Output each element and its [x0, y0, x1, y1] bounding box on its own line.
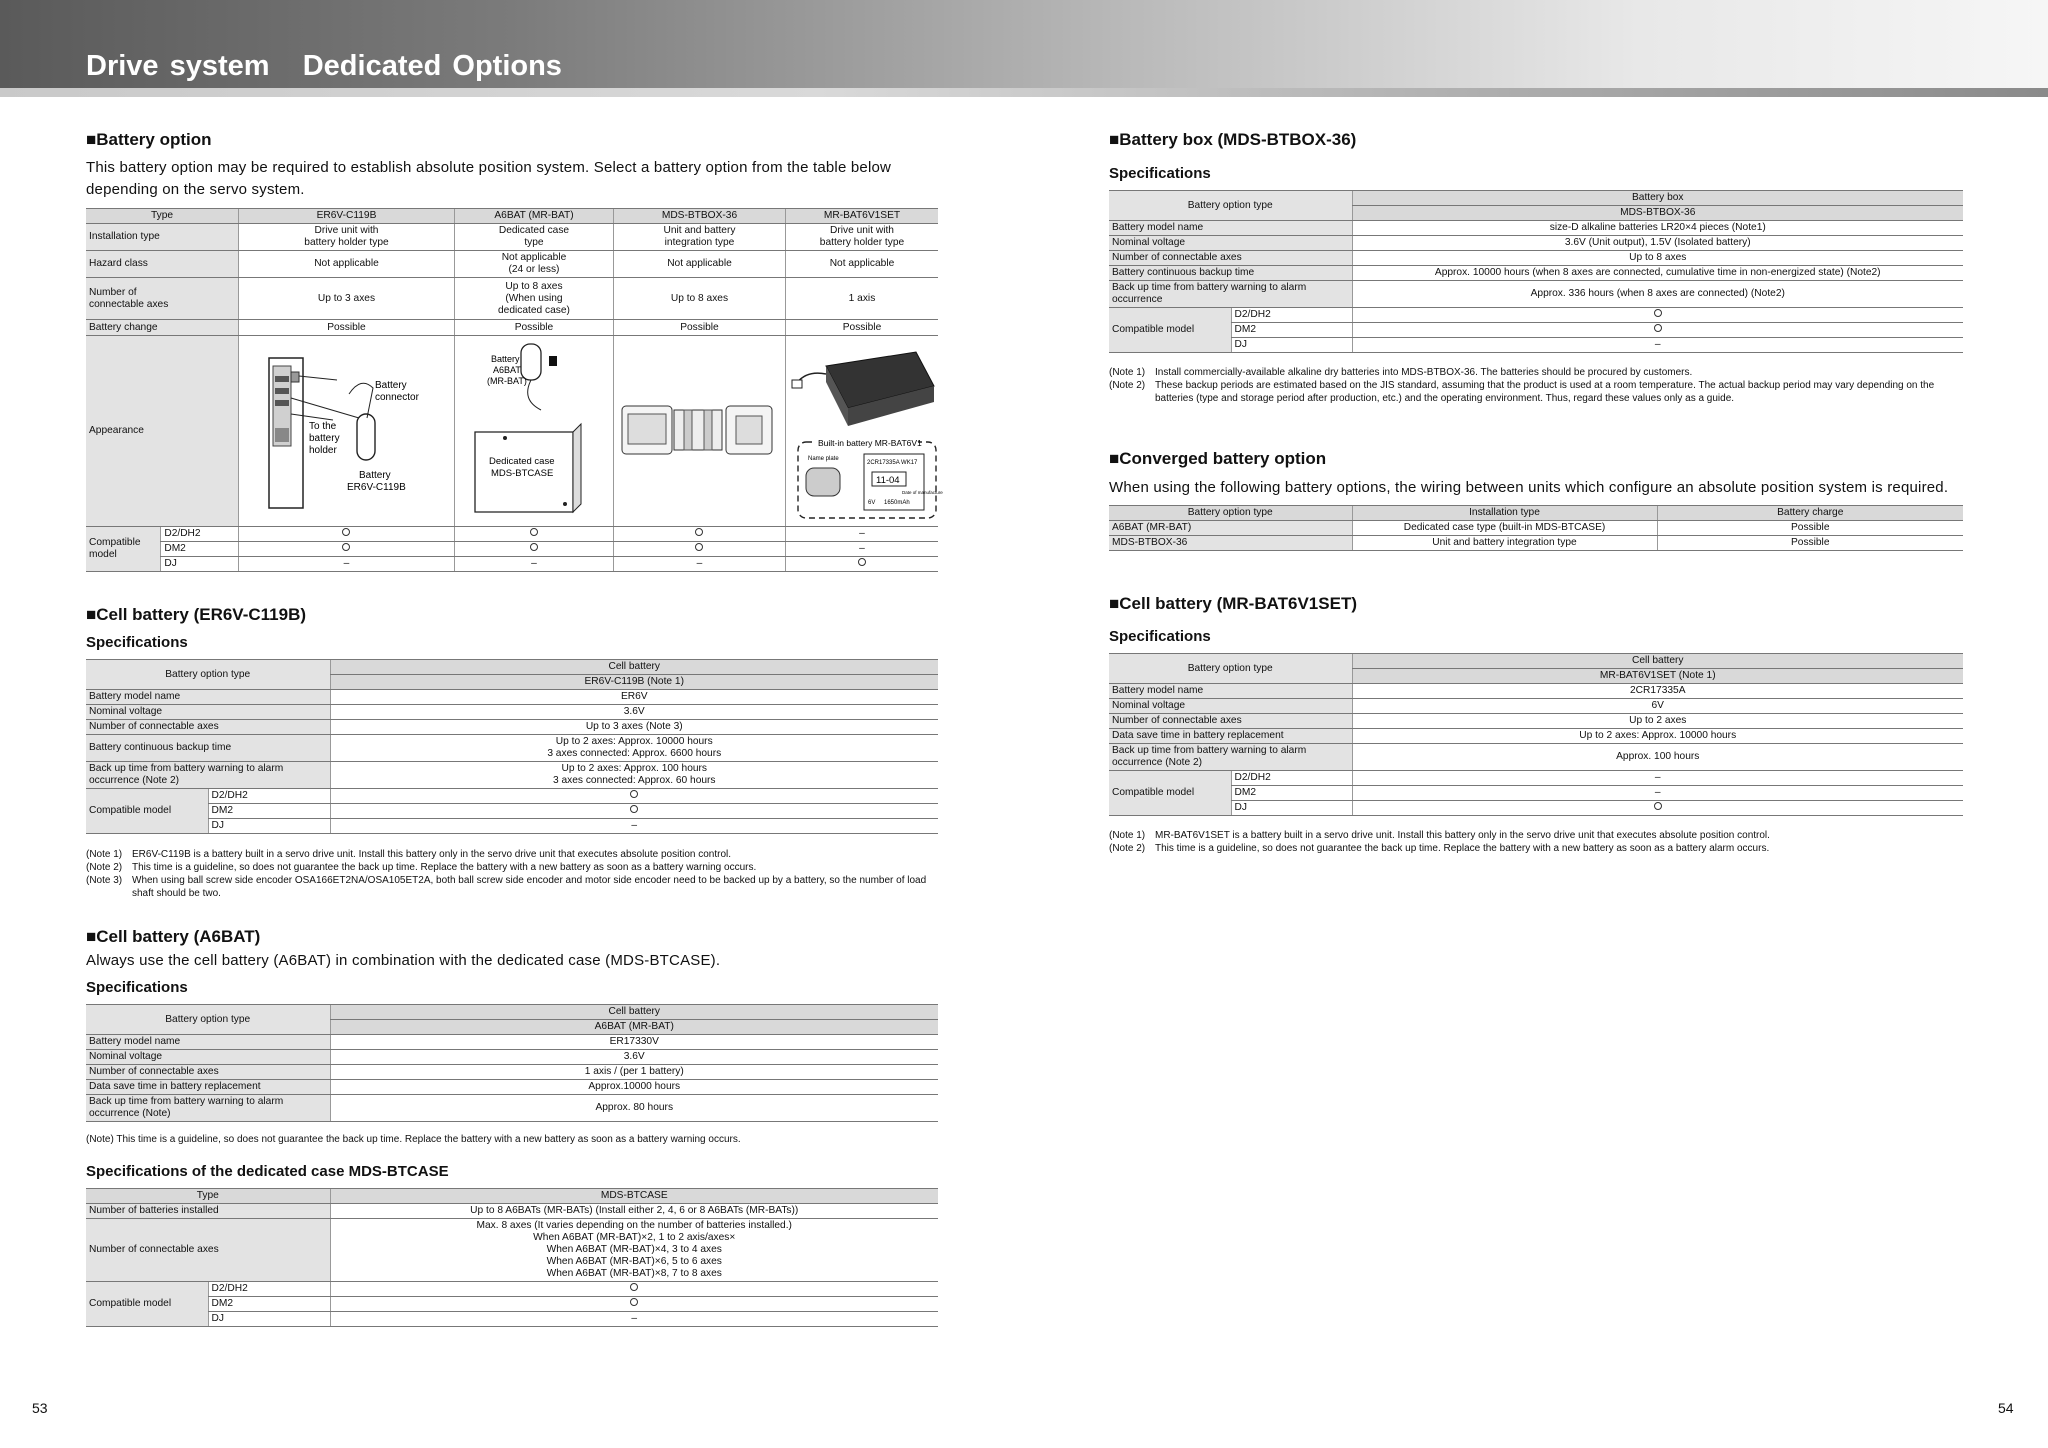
- note-line: [86, 848, 938, 861]
- table-row: [86, 1065, 938, 1080]
- conv-col: Battery option type: [1109, 506, 1352, 521]
- appearance-btbox: [613, 336, 785, 527]
- header-1: Cell battery: [330, 1005, 938, 1020]
- compat-cell: [238, 542, 454, 557]
- btbox-table: [1109, 190, 1963, 353]
- mrbat-table: [1109, 653, 1963, 816]
- cell-a6bat-note: (Note) This time is a guideline, so does not guarantee the back up time. Replace the battery with a new battery as soon as a battery warning occurs.: [86, 1134, 741, 1145]
- cell: Unit and battery integration type: [613, 224, 785, 251]
- converged-intro: When using the following battery options, the wiring between units which configure an absolute position system is required.: [1109, 479, 1949, 496]
- converged-heading: ■Converged battery option: [1109, 449, 1327, 468]
- table-row: [1109, 786, 1963, 801]
- page-number-right: 54: [1998, 1400, 2014, 1416]
- cell-er6v-table: [86, 659, 938, 834]
- circle-mark: [695, 543, 703, 551]
- table-row: [1109, 684, 1963, 699]
- row-label: Number of connectable axes: [1109, 714, 1352, 729]
- cell: Not applicable: [238, 251, 454, 278]
- circle-mark: [342, 543, 350, 551]
- cell: Drive unit with battery holder type: [785, 224, 938, 251]
- note-text: When using ball screw side encoder OSA166ET2NA/OSA105ET2A, both ball screw side encoder and motor side encoder need to be backed up by a battery, so the number of load shaft should be two.: [132, 875, 927, 899]
- table-row: [86, 819, 938, 834]
- table-row: [86, 1282, 938, 1297]
- battery-option-heading: ■Battery option: [86, 130, 212, 149]
- circle-mark: [530, 528, 538, 536]
- row-label: Installation type: [86, 224, 238, 251]
- circle-mark: [630, 790, 638, 798]
- row-value: Approx. 336 hours (when 8 axes are connected) (Note2): [1352, 281, 1963, 308]
- col-btbox: MDS-BTBOX-36: [613, 209, 785, 224]
- table-row: [86, 762, 938, 789]
- cell: Possible: [785, 320, 938, 336]
- circle-mark: [1654, 802, 1662, 810]
- table-row: [86, 1204, 938, 1219]
- row-label: Battery change: [86, 320, 238, 336]
- compat-cell: [785, 557, 938, 572]
- compat-cell: –: [454, 557, 613, 572]
- table-row: [1109, 744, 1963, 771]
- cell-er6v-heading: ■Cell battery (ER6V-C119B): [86, 605, 307, 624]
- appearance-er6v: [238, 336, 454, 527]
- compat-cell: [238, 527, 454, 542]
- conv-cell: MDS-BTBOX-36: [1109, 536, 1352, 551]
- circle-mark: [630, 1298, 638, 1306]
- cell-er6v-notes: [86, 848, 938, 900]
- table-row: [1109, 536, 1963, 551]
- row-value: Approx. 80 hours: [330, 1095, 938, 1122]
- table-row: [1109, 251, 1963, 266]
- compat-cell: [330, 789, 938, 804]
- row-value: Approx. 100 hours: [1352, 744, 1963, 771]
- note-tag: (Note 1): [1109, 830, 1146, 841]
- table-row: [86, 278, 938, 320]
- table-row: [86, 527, 938, 542]
- table-row: [86, 1050, 938, 1065]
- cell: Possible: [238, 320, 454, 336]
- label-btcase-1: Dedicated case: [488, 456, 555, 467]
- conv-cell: Possible: [1657, 536, 1963, 551]
- compat-label: Compatible model: [86, 1282, 208, 1327]
- compat-cell: [1352, 308, 1963, 323]
- label-battery-connector-1: Battery: [374, 380, 407, 391]
- conv-cell: A6BAT (MR-BAT): [1109, 521, 1352, 536]
- cell-a6bat-table: [86, 1004, 938, 1122]
- mrbat-illustration: [786, 336, 943, 522]
- table-row: [86, 1219, 938, 1282]
- compat-cell: –: [1352, 786, 1963, 801]
- row-value: ER17330V: [330, 1035, 938, 1050]
- compat-cell: –: [1352, 771, 1963, 786]
- row-label: Battery model name: [1109, 684, 1352, 699]
- row-value: Max. 8 axes (It varies depending on the number of batteries installed.) When A6BAT (MR-BAT)×2, 1 to 2 axis/axes× When A6BAT (MR-BAT)×4, 3 to 4 axes When A6BAT (MR-BAT)×6, 5 to 6 axes When A6BAT (MR-BAT)×8, 7 to 8 axes: [330, 1219, 938, 1282]
- table-row: [1109, 191, 1963, 206]
- row-label: Number of connectable axes: [1109, 251, 1352, 266]
- appearance-mrbat: [785, 336, 943, 527]
- compat-model: DM2: [1231, 323, 1352, 338]
- appearance-label: Appearance: [86, 336, 238, 527]
- table-row: [86, 224, 938, 251]
- table-row: [86, 1312, 938, 1327]
- table-row: [86, 1095, 938, 1122]
- note-tag: (Note 1): [1109, 367, 1146, 378]
- row-value: Up to 8 A6BATs (MR-BATs) (Install either 2, 4, 6 or 8 A6BATs (MR-BATs)): [330, 1204, 938, 1219]
- row-value: Up to 2 axes: Approx. 10000 hours 3 axes connected: Approx. 6600 hours: [330, 735, 938, 762]
- converged-table: [1109, 505, 1963, 551]
- table-row: [86, 251, 938, 278]
- header-1: Cell battery: [1352, 654, 1963, 669]
- table-row: [86, 690, 938, 705]
- btbox-heading: ■Battery box (MDS-BTBOX-36): [1109, 130, 1357, 149]
- compat-cell: [1352, 801, 1963, 816]
- label-to-holder-2: battery: [308, 433, 340, 444]
- header-1: Cell battery: [330, 660, 938, 675]
- cell: 1 axis: [785, 278, 938, 320]
- row-value: size-D alkaline batteries LR20×4 pieces (Note1): [1352, 221, 1963, 236]
- circle-mark: [530, 543, 538, 551]
- note-text: MR-BAT6V1SET is a battery built in a servo drive unit. Install this battery only in the servo drive unit that executes absolute position control.: [1155, 830, 1770, 841]
- cell: Up to 8 axes: [613, 278, 785, 320]
- compat-model: DM2: [1231, 786, 1352, 801]
- compat-model: DM2: [208, 804, 330, 819]
- circle-mark: [1654, 324, 1662, 332]
- header: MDS-BTCASE: [330, 1189, 938, 1204]
- row-label: Battery model name: [86, 1035, 330, 1050]
- header-strip: [0, 88, 2048, 97]
- table-row: [1109, 281, 1963, 308]
- label-battery-er6v-2: ER6V-C119B: [346, 482, 406, 493]
- note-line: [1109, 379, 1963, 405]
- row-label: Battery continuous backup time: [1109, 266, 1352, 281]
- header-2: MR-BAT6V1SET (Note 1): [1352, 669, 1963, 684]
- table-row: [1109, 521, 1963, 536]
- row-label: Data save time in battery replacement: [1109, 729, 1352, 744]
- row-label: Number of connectable axes: [86, 1065, 330, 1080]
- table-row: [86, 1189, 938, 1204]
- note-tag: (Note 3): [86, 875, 123, 886]
- compat-model: D2/DH2: [208, 789, 330, 804]
- a6bat-illustration: [455, 336, 613, 522]
- note-tag: (Note 2): [86, 862, 123, 873]
- table-row: [86, 1080, 938, 1095]
- table-row: [86, 542, 938, 557]
- table-row: [1109, 654, 1963, 669]
- label-plate-v: 6V: [867, 500, 876, 506]
- table-row: [86, 1035, 938, 1050]
- cell-a6bat-spec: Specifications: [86, 979, 188, 996]
- table-row: [86, 1297, 938, 1312]
- btbox-illustration: [614, 336, 785, 522]
- compat-model: DM2: [208, 1297, 330, 1312]
- compat-model: D2/DH2: [161, 527, 239, 542]
- label-battery-connector-2: connector: [374, 392, 419, 403]
- compat-cell: –: [785, 542, 938, 557]
- cell-er6v-spec: Specifications: [86, 634, 188, 651]
- note-text: ER6V-C119B is a battery built in a servo drive unit. Install this battery only in the servo drive unit that executes absolute position control.: [132, 849, 732, 860]
- table-row: [86, 804, 938, 819]
- compat-cell: [330, 1297, 938, 1312]
- row-label: Hazard class: [86, 251, 238, 278]
- compat-cell: [613, 542, 785, 557]
- row-label: Number of batteries installed: [86, 1204, 330, 1219]
- row-value: Approx.10000 hours: [330, 1080, 938, 1095]
- note-line: [1109, 829, 1963, 842]
- note-line: [1109, 366, 1963, 379]
- row-value: Up to 8 axes: [1352, 251, 1963, 266]
- row-label: Back up time from battery warning to alarm occurrence (Note): [86, 1095, 330, 1122]
- label-a6bat-2: A6BAT: [492, 365, 521, 375]
- circle-mark: [342, 528, 350, 536]
- cell: Up to 8 axes (When using dedicated case): [454, 278, 613, 320]
- compat-cell: [330, 804, 938, 819]
- label-plate-code: 2CR17335A WK17: [866, 460, 918, 466]
- label-a6bat-1: Battery: [490, 354, 520, 364]
- compat-cell: –: [238, 557, 454, 572]
- cell: Drive unit with battery holder type: [238, 224, 454, 251]
- label-plate-date: 11-04: [875, 475, 900, 486]
- label-battery-er6v-1: Battery: [358, 470, 391, 481]
- row-label: Nominal voltage: [86, 705, 330, 720]
- conv-col: Battery charge: [1657, 506, 1963, 521]
- col-mrbat: MR-BAT6V1SET: [785, 209, 938, 224]
- er6v-illustration: [239, 336, 454, 522]
- table-row: [1109, 699, 1963, 714]
- row-label: Back up time from battery warning to alarm occurrence (Note 2): [1109, 744, 1352, 771]
- compat-model: D2/DH2: [1231, 771, 1352, 786]
- cell: Up to 3 axes: [238, 278, 454, 320]
- cell: Dedicated case type: [454, 224, 613, 251]
- table-row: [86, 320, 938, 336]
- label-date-of: Date of manufacture: [901, 490, 943, 495]
- compat-model: DJ: [1231, 338, 1352, 353]
- circle-mark: [695, 528, 703, 536]
- circle-mark: [1654, 309, 1662, 317]
- row-label: Nominal voltage: [86, 1050, 330, 1065]
- compat-label: Compatible model: [1109, 308, 1231, 353]
- row-value: 1 axis / (per 1 battery): [330, 1065, 938, 1080]
- row-label: Data save time in battery replacement: [86, 1080, 330, 1095]
- circle-mark: [630, 805, 638, 813]
- type-label: Battery option type: [1109, 654, 1352, 684]
- page-number-left: 53: [32, 1400, 48, 1416]
- row-label: Nominal voltage: [1109, 236, 1352, 251]
- label-btcase-2: MDS-BTCASE: [490, 468, 554, 479]
- cell-a6bat-heading: ■Cell battery (A6BAT): [86, 927, 261, 946]
- note-line: [86, 874, 938, 900]
- table-row: [86, 720, 938, 735]
- note-line: [86, 861, 938, 874]
- note-text: This time is a guideline, so does not guarantee the back up time. Replace the battery with a new battery as soon as a battery alarm occurs.: [1155, 843, 1770, 854]
- compat-cell: –: [330, 819, 938, 834]
- type-label: Battery option type: [1109, 191, 1352, 221]
- battery-option-intro: This battery option may be required to establish absolute position system. Select a battery option from the table below depending on the servo system.: [86, 159, 892, 198]
- compat-cell: [330, 1282, 938, 1297]
- cell: Not applicable (24 or less): [454, 251, 613, 278]
- compat-cell: [1352, 323, 1963, 338]
- table-row: [1109, 729, 1963, 744]
- battery-option-table: [86, 208, 943, 572]
- row-label: Battery model name: [1109, 221, 1352, 236]
- mrbat-heading: ■Cell battery (MR-BAT6V1SET): [1109, 594, 1357, 613]
- header-1: Battery box: [1352, 191, 1963, 206]
- table-row: [86, 705, 938, 720]
- compat-cell: [454, 527, 613, 542]
- table-row: [86, 1005, 938, 1020]
- compat-cell: –: [1352, 338, 1963, 353]
- table-row: [1109, 323, 1963, 338]
- mrbat-notes: [1109, 829, 1963, 855]
- note-tag: (Note 1): [86, 849, 123, 860]
- page-title: Drive system Dedicated Options: [86, 50, 562, 82]
- appearance-a6bat: [454, 336, 613, 527]
- row-value: 6V: [1352, 699, 1963, 714]
- row-label: Back up time from battery warning to alarm occurrence: [1109, 281, 1352, 308]
- table-row: [1109, 308, 1963, 323]
- compat-cell: –: [330, 1312, 938, 1327]
- row-value: 2CR17335A: [1352, 684, 1963, 699]
- row-value: ER6V: [330, 690, 938, 705]
- btbox-spec: Specifications: [1109, 165, 1211, 182]
- table-row: [1109, 236, 1963, 251]
- cell: Not applicable: [785, 251, 938, 278]
- mrbat-spec: Specifications: [1109, 628, 1211, 645]
- compat-model: DJ: [208, 1312, 330, 1327]
- label-builtin: Built-in battery MR-BAT6V1: [817, 438, 922, 448]
- compat-cell: –: [785, 527, 938, 542]
- compat-cell: [454, 542, 613, 557]
- header-2: ER6V-C119B (Note 1): [330, 675, 938, 690]
- header-2: MDS-BTBOX-36: [1352, 206, 1963, 221]
- conv-cell: Dedicated case type (built-in MDS-BTCASE): [1352, 521, 1657, 536]
- table-row: [1109, 714, 1963, 729]
- header-2: A6BAT (MR-BAT): [330, 1020, 938, 1035]
- row-value: 3.6V (Unit output), 1.5V (Isolated battery): [1352, 236, 1963, 251]
- table-row: [1109, 801, 1963, 816]
- circle-mark: [858, 558, 866, 566]
- table-row: [86, 735, 938, 762]
- row-label: Battery continuous backup time: [86, 735, 330, 762]
- note-tag: (Note 2): [1109, 380, 1146, 391]
- cell: Possible: [613, 320, 785, 336]
- note-text: This time is a guideline, so does not guarantee the back up time. Replace the battery with a new battery as soon as a battery warning occurs.: [132, 862, 757, 873]
- table-row: [1109, 221, 1963, 236]
- label-name-plate: Name plate: [807, 456, 839, 462]
- compat-model: D2/DH2: [208, 1282, 330, 1297]
- circle-mark: [630, 1283, 638, 1291]
- compat-label: Compatible model: [86, 789, 208, 834]
- conv-col: Installation type: [1352, 506, 1657, 521]
- row-label: Number of connectable axes: [86, 720, 330, 735]
- col-a6bat: A6BAT (MR-BAT): [454, 209, 613, 224]
- btbox-notes: [1109, 366, 1963, 405]
- note-tag: (Note 2): [1109, 843, 1146, 854]
- conv-cell: Unit and battery integration type: [1352, 536, 1657, 551]
- row-label: Battery model name: [86, 690, 330, 705]
- compat-model: D2/DH2: [1231, 308, 1352, 323]
- row-value: Up to 2 axes: [1352, 714, 1963, 729]
- table-row: [1109, 771, 1963, 786]
- type-label: Type: [86, 1189, 330, 1204]
- row-value: 3.6V: [330, 1050, 938, 1065]
- row-label: Number of connectable axes: [86, 278, 238, 320]
- row-label: Number of connectable axes: [86, 1219, 330, 1282]
- row-value: Approx. 10000 hours (when 8 axes are connected, cumulative time in non-energized state) (Note2): [1352, 266, 1963, 281]
- row-value: 3.6V: [330, 705, 938, 720]
- compat-model: DM2: [161, 542, 239, 557]
- table-row: [86, 660, 938, 675]
- compat-cell: –: [613, 557, 785, 572]
- row-value: Up to 2 axes: Approx. 10000 hours: [1352, 729, 1963, 744]
- note-text: These backup periods are estimated based on the JIS standard, assuming that the product is used at a room temperature. The actual backup period may vary depending on the batteries (type and storage period after production, etc.) and the operating environment. Thus, regard these values only as a guide.: [1155, 380, 1935, 404]
- cell: Not applicable: [613, 251, 785, 278]
- compat-label: Compatible model: [1109, 771, 1231, 816]
- label-to-holder-1: To the: [308, 421, 337, 432]
- compat-label: Compatible model: [86, 527, 161, 572]
- row-value: Up to 3 axes (Note 3): [330, 720, 938, 735]
- table-row: [1109, 266, 1963, 281]
- compat-model: DJ: [161, 557, 239, 572]
- compat-cell: [613, 527, 785, 542]
- note-line: [1109, 842, 1963, 855]
- type-label: Battery option type: [86, 660, 330, 690]
- type-label: Battery option type: [86, 1005, 330, 1035]
- table-row: [1109, 506, 1963, 521]
- compat-model: DJ: [208, 819, 330, 834]
- compat-model: DJ: [1231, 801, 1352, 816]
- cell: Possible: [454, 320, 613, 336]
- col-type: Type: [86, 209, 238, 224]
- btcase-heading: Specifications of the dedicated case MDS-BTCASE: [86, 1163, 449, 1180]
- label-to-holder-3: holder: [308, 445, 337, 456]
- row-label: Nominal voltage: [1109, 699, 1352, 714]
- label-plate-mah: 1650mAh: [883, 500, 910, 506]
- label-a6bat-3: (MR-BAT): [486, 376, 527, 386]
- row-label: Back up time from battery warning to alarm occurrence (Note 2): [86, 762, 330, 789]
- conv-cell: Possible: [1657, 521, 1963, 536]
- note-text: Install commercially-available alkaline dry batteries into MDS-BTBOX-36. The batteries should be procured by customers.: [1155, 367, 1693, 378]
- row-value: Up to 2 axes: Approx. 100 hours 3 axes connected: Approx. 60 hours: [330, 762, 938, 789]
- btcase-table: [86, 1188, 938, 1327]
- col-er6v: ER6V-C119B: [238, 209, 454, 224]
- table-row: [86, 789, 938, 804]
- table-row: [1109, 338, 1963, 353]
- cell-a6bat-intro: Always use the cell battery (A6BAT) in combination with the dedicated case (MDS-BTCASE).: [86, 952, 721, 969]
- table-row: [86, 557, 938, 572]
